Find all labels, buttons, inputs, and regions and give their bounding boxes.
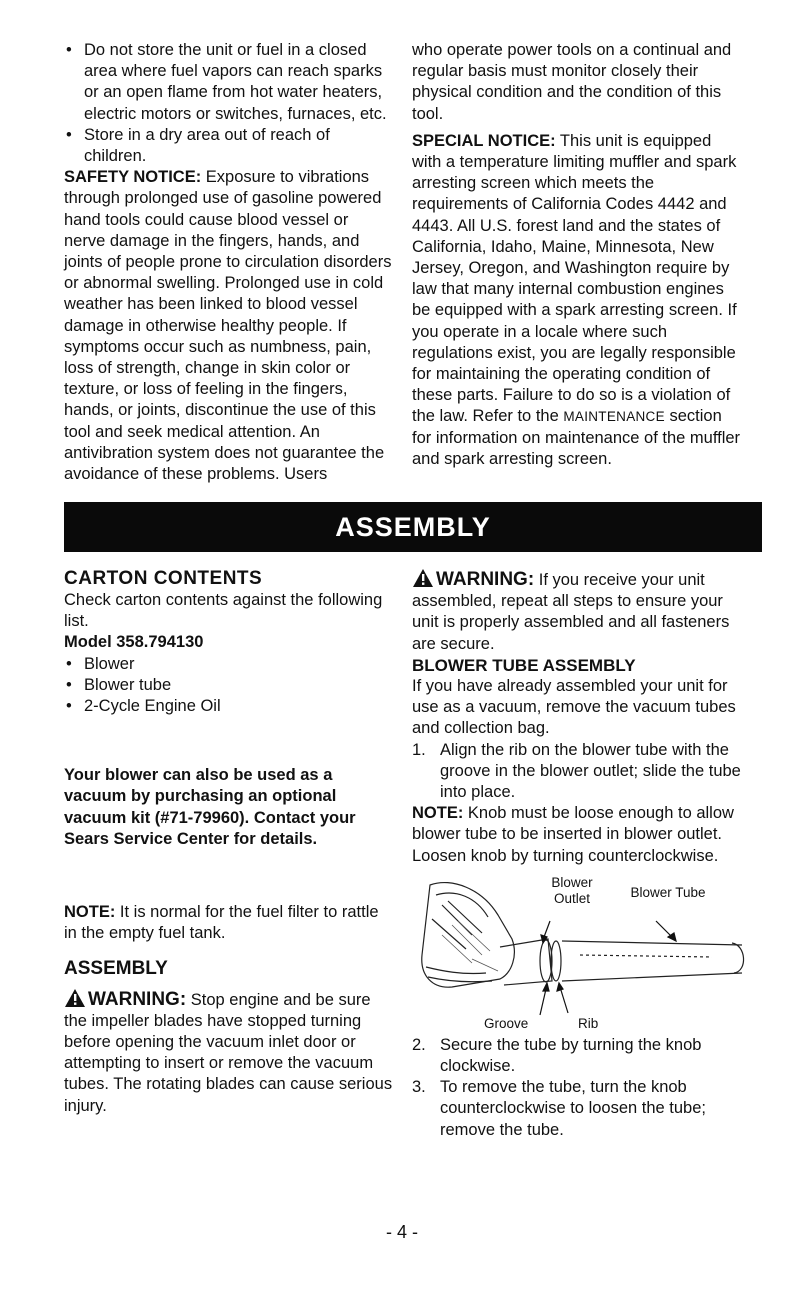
carton-intro: Check carton contents against the following list. (64, 591, 383, 631)
carton-contents-heading: CARTON CONTENTS (64, 568, 263, 589)
carton-items-list (64, 654, 394, 718)
knob-note (412, 803, 752, 867)
step-text: To remove the tube, turn the knob counterclockwise to loosen the tube; remove the tube. (440, 1078, 706, 1139)
bullet-item: • Do not store the unit or fuel in a closed area where fuel vapors can reach sparks or an open flame from hot water heaters, electric motors or switches, furnaces, etc. (64, 40, 394, 125)
step-number: 2. (412, 1035, 426, 1054)
warning-label: WARNING: (436, 569, 535, 590)
fuel-filter-note (64, 902, 394, 944)
banner-title: ASSEMBLY (335, 511, 491, 542)
column-4 (412, 568, 752, 1141)
model-number: Model 358.794130 (64, 633, 204, 652)
label-blower-tube: Blower Tube (630, 884, 706, 900)
safety-notice-text: Exposure to vibrations through prolonged use of gasoline powered hand tools could cause blood vessel or nerve damage in the fingers, hands, and joints of people prone to circulation disorders or abnormal swelling. Prolonged use in cold weather has been linked to blood vessel damage in otherwise healthy people. If symptoms occur such as numbness, pain, loss of strength, change in skin color or texture, or loss of feeling in the fingers, hands, or joints, discontinue the use of this tool and seek medical attention. An antivibration system does not guarantee the avoidance of these problems. Users (64, 168, 392, 484)
bullet-item: • Store in a dry area out of reach of children. (64, 125, 394, 167)
label-groove: Groove (484, 1015, 529, 1031)
warning-text: Stop engine and be sure the impeller blades have stopped turning before opening the vacuum inlet door or attempting to insert or remove the vacuum tubes. The rotating blades can cause serious injury. (64, 990, 393, 1115)
safety-notice-label: SAFETY NOTICE: (64, 168, 202, 187)
step-number: 3. (412, 1078, 426, 1097)
note-label: NOTE: (412, 804, 464, 823)
step-item (412, 740, 752, 804)
safety-notice (64, 167, 394, 485)
assembled-warning (412, 568, 752, 655)
blower-tube-diagram (412, 875, 742, 1035)
step-text: Align the rib on the blower tube with the groove in the blower outlet; slide the tube into place. (440, 740, 741, 802)
column-3 (64, 568, 394, 1117)
warning-label: WARNING: (88, 988, 187, 1010)
continued-text: who operate power tools on a continual and regular basis must monitor closely their physical condition and the condition of this tool. (412, 41, 732, 123)
step-number: 1. (412, 740, 426, 759)
section-banner (64, 502, 762, 552)
list-item: • Blower tube (64, 675, 394, 696)
steps-list-a (412, 740, 752, 804)
list-item: • Blower (64, 654, 394, 675)
note-label: NOTE: (64, 903, 116, 922)
storage-bullet-list (64, 40, 394, 167)
step-item (412, 1035, 752, 1077)
assembly-heading: ASSEMBLY (64, 958, 168, 980)
special-notice-text: This unit is equipped with a temperature limiting muffler and spark arresting screen which meets the requirements of California Codes 4442 and 4443. All U.S. forest land and the states of California, Idaho, Maine, Minnesota, New Jersey, Oregon, and Washington require by law that many internal combustion engines be equipped with a spark arresting screen. If you operate in a locale where such regulations exist, you are legally responsible for maintaining the operating condition of these parts. Failure to do so is a violation of the law. Refer to the (412, 131, 737, 426)
column-1 (64, 40, 394, 485)
label-blower-outlet: Blower Outlet (551, 874, 593, 906)
vacuum-kit-notice: Your blower can also be used as a vacuum by purchasing an optional vacuum kit (#71-79960). Contact your Sears Service Center for details. (64, 766, 356, 848)
note-text: It is normal for the fuel filter to rattle in the empty fuel tank. (64, 903, 379, 943)
blower-tube-heading: BLOWER TUBE ASSEMBLY (412, 655, 636, 675)
assembly-warning (64, 988, 394, 1117)
tube-intro: If you have already assembled your unit for use as a vacuum, remove the vacuum tubes and collection bag. (412, 677, 736, 738)
page-number: - 4 - (385, 1222, 418, 1242)
special-notice-label: SPECIAL NOTICE: (412, 131, 556, 150)
warning-triangle-icon (64, 988, 86, 1008)
warning-triangle-icon (412, 568, 434, 588)
special-notice-text-end: section for information on maintenance of the muffler and spark arresting screen. (412, 407, 741, 468)
note-text: Knob must be loose enough to allow blower tube to be inserted in blower outlet. Loosen knob by turning counterclockwise. (412, 804, 734, 865)
step-text: Secure the tube by turning the knob clockwise. (440, 1035, 702, 1076)
label-rib: Rib (578, 1015, 599, 1031)
maintenance-word: MAINTENANCE (563, 409, 665, 425)
special-notice (412, 131, 742, 470)
list-item: • 2-Cycle Engine Oil (64, 696, 394, 717)
steps-list-b (412, 1035, 752, 1141)
warning-text: If you receive your unit assembled, repeat all steps to ensure your unit is properly assembled and all fasteners are secure. (412, 571, 730, 653)
step-item (412, 1077, 752, 1141)
column-2 (412, 40, 742, 470)
